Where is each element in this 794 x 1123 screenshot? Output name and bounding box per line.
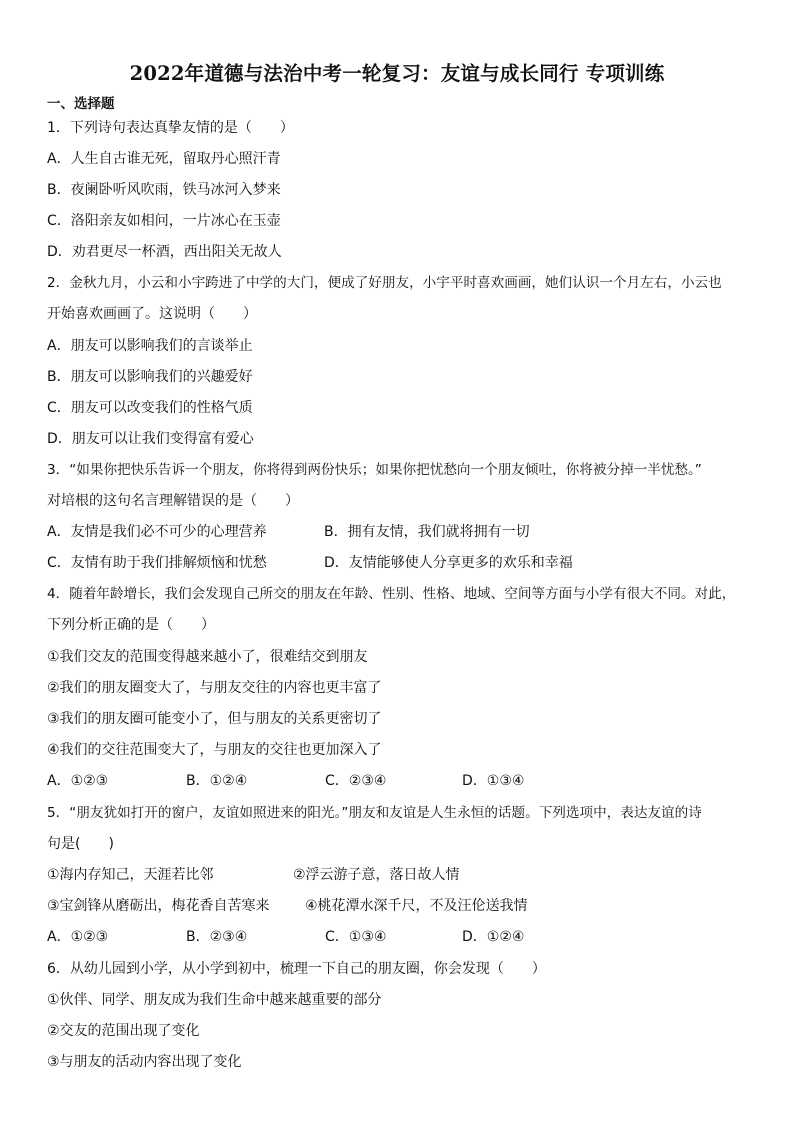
section-heading: 一、选择题 <box>47 96 115 112</box>
question-5-statement-3: ③宝剑锋从磨砺出，梅花香自苦寒来 <box>47 898 270 914</box>
question-4-option-b: B．①②④ <box>186 773 248 789</box>
question-4-option-a: A．①②③ <box>47 773 109 789</box>
question-4-statement-4: ④我们的交往范围变大了，与朋友的交往也更加深入了 <box>47 742 382 758</box>
question-5-statement-2: ②浮云游子意，落日故人情 <box>293 867 460 883</box>
question-2-stem-line-2: 开始喜欢画画了。这说明（ ） <box>47 306 257 322</box>
question-5-option-a: A．①②③ <box>47 929 109 945</box>
question-4-statement-3: ③我们的朋友圈可能变小了，但与朋友的关系更密切了 <box>47 711 382 727</box>
question-6-statement-1: ①伙伴、同学、朋友成为我们生命中越来越重要的部分 <box>47 992 382 1008</box>
question-5-option-c: C．①③④ <box>325 929 387 945</box>
question-1-stem: 1．下列诗句表达真挚友情的是（ ） <box>47 120 294 136</box>
question-2-option-d: D．朋友可以让我们变得富有爱心 <box>47 431 254 447</box>
page-title: 2022年道德与法治中考一轮复习：友谊与成长同行 专项训练 <box>129 62 665 85</box>
question-5-stem-line-2: 句是( ) <box>47 836 114 852</box>
question-3-option-d: D．友情能够使人分享更多的欢乐和幸福 <box>324 555 573 571</box>
question-4-option-c: C．②③④ <box>325 773 387 789</box>
question-6-statement-3: ③与朋友的活动内容出现了变化 <box>47 1054 242 1070</box>
question-5-stem-line-1: 5．“朋友犹如打开的窗户，友谊如照进来的阳光。”朋友和友谊是人生永恒的话题。下列选项中，表达友谊的诗 <box>47 805 702 821</box>
question-4-option-d: D．①③④ <box>462 773 525 789</box>
question-5-statement-1: ①海内存知己，天涯若比邻 <box>47 867 214 883</box>
question-1-option-c: C．洛阳亲友如相问，一片冰心在玉壶 <box>47 213 281 229</box>
question-3-stem-line-2: 对培根的这句名言理解错误的是（ ） <box>47 493 299 509</box>
question-4-statement-1: ①我们交友的范围变得越来越小了，很难结交到朋友 <box>47 649 368 665</box>
question-5-statement-4: ④桃花潭水深千尺，不及汪伦送我情 <box>305 898 528 914</box>
question-3-option-b: B．拥有友情，我们就将拥有一切 <box>324 524 530 540</box>
question-1-option-d: D．劝君更尽一杯酒，西出阳关无故人 <box>47 244 282 260</box>
question-1-option-b: B．夜阑卧听风吹雨，铁马冰河入梦来 <box>47 182 281 198</box>
question-6-stem: 6．从幼儿园到小学，从小学到初中，梳理一下自己的朋友圈，你会发现（ ） <box>47 961 546 977</box>
question-2-option-b: B．朋友可以影响我们的兴趣爱好 <box>47 369 253 385</box>
question-4-statement-2: ②我们的朋友圈变大了，与朋友交往的内容也更丰富了 <box>47 680 382 696</box>
question-3-stem-line-1: 3．“如果你把快乐告诉一个朋友，你将得到两份快乐；如果你把忧愁向一个朋友倾吐，你将被分掉一半忧愁。” <box>47 462 702 478</box>
question-6-statement-2: ②交友的范围出现了变化 <box>47 1023 200 1039</box>
question-2-option-c: C．朋友可以改变我们的性格气质 <box>47 400 253 416</box>
question-5-option-b: B．②③④ <box>186 929 248 945</box>
question-2-option-a: A．朋友可以影响我们的言谈举止 <box>47 338 253 354</box>
question-3-option-c: C．友情有助于我们排解烦恼和忧愁 <box>47 555 267 571</box>
question-4-stem-line-2: 下列分析正确的是（ ） <box>47 617 215 633</box>
question-1-option-a: A．人生自古谁无死，留取丹心照汗青 <box>47 151 281 167</box>
question-4-stem-line-1: 4．随着年龄增长，我们会发现自己所交的朋友在年龄、性别、性格、地域、空间等方面与小学有很大不同。对此， <box>47 586 736 602</box>
question-3-option-a: A．友情是我们必不可少的心理营养 <box>47 524 267 540</box>
question-2-stem-line-1: 2．金秋九月，小云和小宇跨进了中学的大门，便成了好朋友，小宇平时喜欢画画，她们认识一个月左右，小云也 <box>47 275 722 291</box>
question-5-option-d: D．①②④ <box>462 929 525 945</box>
